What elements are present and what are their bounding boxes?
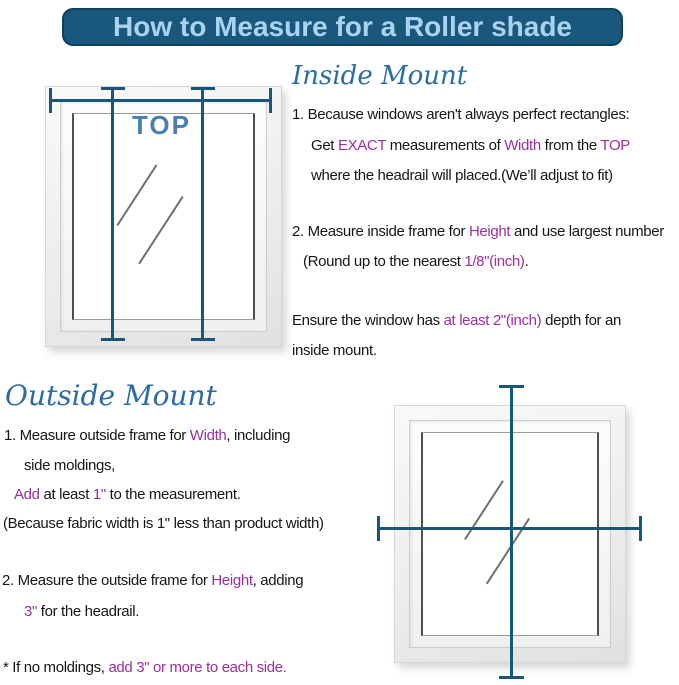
text-segment: , adding: [252, 572, 304, 589]
highlight-2inch-depth: at least 2"(inch): [443, 312, 542, 329]
outside-step1-line3: [14, 487, 241, 504]
highlight-width: Width: [189, 427, 227, 444]
text-segment: 2. Measure inside frame for: [292, 223, 469, 240]
inside-mount-heading: Inside Mount: [292, 61, 468, 91]
text-segment: at least: [39, 486, 93, 503]
outside-step2-line1: [2, 573, 303, 590]
highlight-height: Height: [211, 572, 253, 589]
inside-step1-line2: [311, 138, 630, 155]
inside-step1-line1: 1. Because windows aren't always perfect rectangles:: [292, 106, 630, 123]
text-segment: to the measurement.: [105, 486, 241, 503]
text-segment: 2. Measure the outside frame for: [2, 572, 212, 589]
outside-mount-heading: Outside Mount: [5, 379, 217, 412]
outside-width-left-cap: [377, 516, 380, 541]
width-measure-left-cap: [49, 88, 52, 113]
text-segment: from the: [540, 137, 601, 154]
inside-depth-note-line2: inside mount.: [292, 342, 377, 359]
text-segment: for the headrail.: [36, 603, 140, 620]
highlight-3inch: 3": [24, 603, 37, 620]
height-measure-right-top-cap: [191, 87, 215, 90]
outside-moldings-note: [3, 660, 287, 677]
inside-step2-line1: [292, 224, 664, 241]
height-measure-right-bottom-cap: [191, 338, 215, 341]
highlight-1inch: 1": [92, 486, 106, 503]
inside-depth-note-line1: [292, 313, 621, 330]
top-edge-label: TOP: [132, 110, 191, 140]
inside-step1-line3: where the headrail will placed.(We’ll adjust to fit): [311, 167, 613, 184]
glass-reflection-line: [464, 480, 503, 540]
highlight-exact: EXACT: [337, 137, 386, 154]
height-measure-line-left: [111, 89, 114, 339]
height-measure-left-top-cap: [101, 87, 125, 90]
outside-height-bottom-cap: [499, 676, 524, 679]
outside-width-right-cap: [639, 516, 642, 541]
glass-reflection-line: [138, 196, 183, 264]
window-glass-pane: [72, 113, 255, 320]
height-measure-left-bottom-cap: [101, 338, 125, 341]
highlight-add: Add: [14, 486, 40, 503]
text-segment: * If no moldings,: [3, 659, 109, 676]
outside-step1-line1: [4, 428, 290, 445]
outside-step1-line2: side moldings,: [24, 457, 115, 474]
highlight-eighth-inch: 1/8"(inch): [464, 253, 525, 270]
outside-width-measure-line: [378, 527, 641, 530]
width-measure-right-cap: [269, 88, 272, 113]
text-segment: depth for an: [541, 312, 622, 329]
glass-reflection-line: [117, 164, 157, 225]
text-segment: (Round up to the nearest: [303, 253, 465, 270]
highlight-top: TOP: [600, 137, 630, 154]
outside-height-top-cap: [499, 385, 524, 388]
text-segment: Get: [311, 137, 338, 154]
outside-step1-line4: (Because fabric width is 1" less than product width): [3, 515, 324, 532]
text-segment: measurements of: [385, 137, 505, 154]
page-title: How to Measure for a Roller shade: [62, 8, 623, 46]
highlight-width: Width: [504, 137, 541, 154]
highlight-height: Height: [468, 223, 511, 240]
outside-height-measure-line: [510, 386, 513, 679]
width-measure-line: [50, 99, 271, 102]
text-segment: 1. Measure outside frame for: [4, 427, 190, 444]
outside-step2-line2: [24, 604, 139, 621]
text-segment: , including: [226, 427, 291, 444]
height-measure-line-right: [201, 89, 204, 339]
highlight-add-3inch-note: add 3" or more to each side.: [108, 659, 287, 676]
text-segment: Ensure the window has: [292, 312, 444, 329]
text-segment: .: [524, 253, 529, 270]
text-segment: and use largest number: [510, 223, 664, 240]
inside-step2-line2: [303, 254, 528, 271]
